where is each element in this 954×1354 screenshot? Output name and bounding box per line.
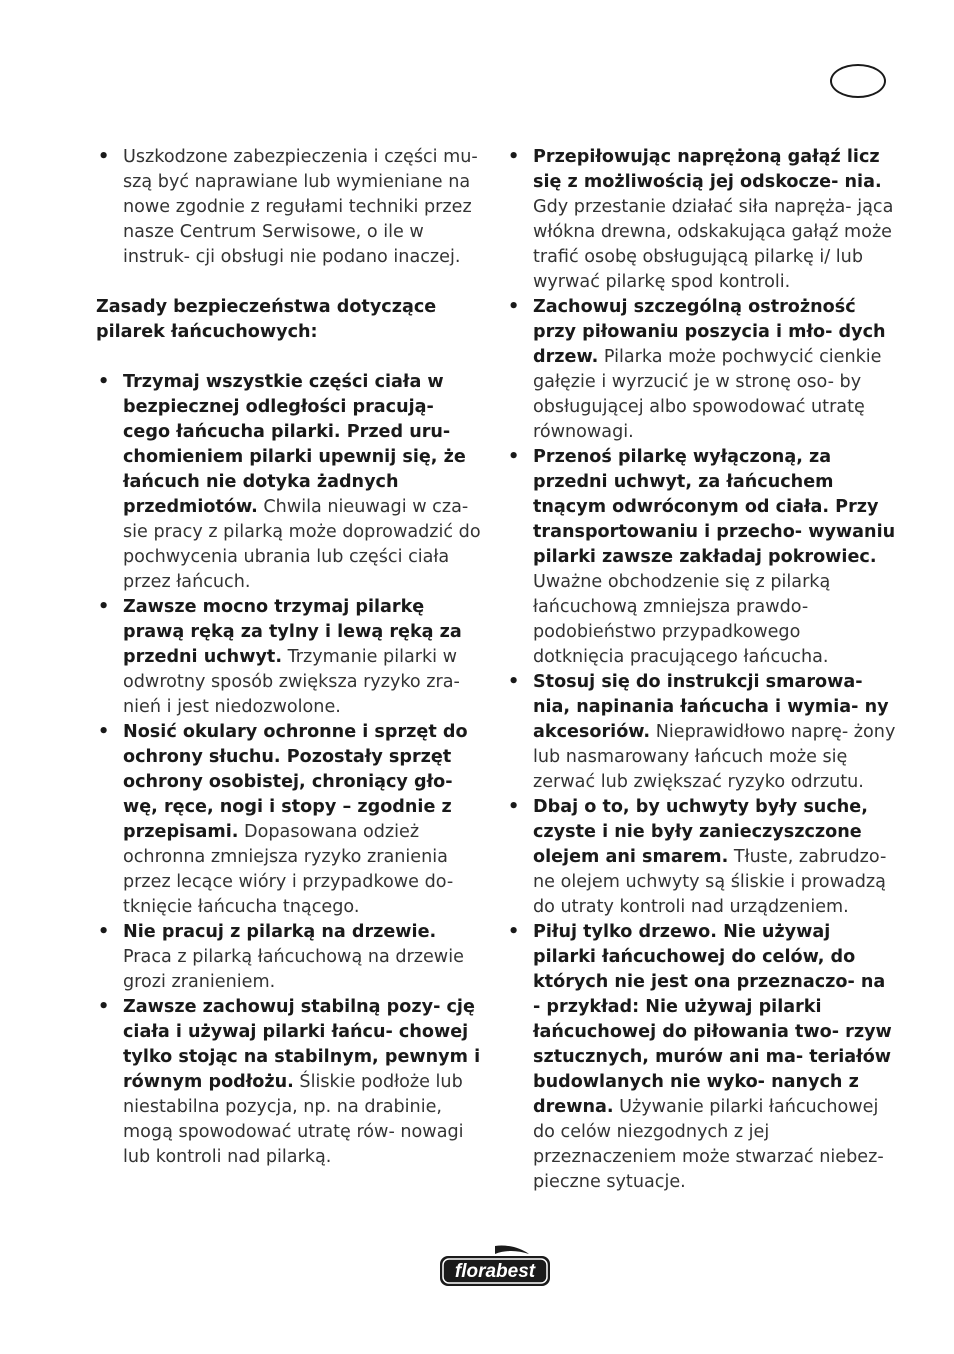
list-item: • Uszkodzone zabezpieczenia i części mu- szą być naprawiane lub wymieniane na nowe zgodnie z regułami techniki przez nasze Centrum Serwisowe, o ile w instruk- cji obsługi nie podano inaczej. [96,145,486,270]
list-item: • Stosuj się do instrukcji smarowa- nia, napinania łańcucha i wymia- ny akcesoriów. Nieprawidłowo naprę- żony lub nasmarowany łańcuch może się zerwać lub zwiększać ryzyko odrzutu. [506,670,896,795]
list-item: • Piłuj tylko drzewo. Nie używaj pilarki łańcuchowej do celów, do których nie jest ona przeznaczo- na - przykład: Nie używaj pilarki łańcuchowej do piłowania two- rzyw sztucznych, murów ani ma- teriałów budowlanych nie wyko- nanych z drewna. Używanie pilarki łańcuchowej do celów niezgodnych z jej przeznaczeniem może stwarzać niebez- pieczne sytuacje. [506,920,896,1195]
language-badge-oval [830,64,886,98]
list-item: • Trzymaj wszystkie części ciała w bezpiecznej odległości pracują- cego łańcucha pilarki. Przed uru- chomieniem pilarki upewnij się, że łańcuch nie dotyka żadnych przedmiotów. Chwila nieuwagi w cza- sie pracy z pilarką może doprowadzić do pochwycenia ubrania lub części ciała przez łańcuch. [96,370,486,595]
florabest-logo [437,1244,553,1290]
intro-list [96,145,486,270]
list-item: • Zawsze zachowuj stabilną pozy- cję ciała i używaj pilarki łańcu- chowej tylko stojąc na stabilnym, pewnym i równym podłożu. Śliskie podłoże lub niestabilna pozycja, np. na drabinie, mogą spowodować utratę rów- nowagi lub kontroli nad pilarką. [96,995,486,1170]
list-item: • Dbaj o to, by uchwyty były suche, czyste i nie były zanieczyszczone olejem ani smarem. Tłuste, zabrudzo- ne olejem uchwyty są śliskie i prowadzą do utraty kontroli nad urządzeniem. [506,795,896,920]
section-heading: Zasady bezpieczeństwa dotyczące pilarek łańcuchowych: [96,297,437,342]
safety-list-right [506,145,896,1195]
list-item: • Przenoś pilarkę wyłączoną, za przedni uchwyt, za łańcuchem tnącym odwróconym od ciała. Przy transportowaniu i przecho- wywaniu pilarki zawsze zakładaj pokrowiec. Uważne obchodzenie się z pilarką łańcuchową zmniejsza prawdo- podobieństwo przypadkowego dotknięcia pracującego łańcucha. [506,445,896,670]
safety-list-left [96,370,486,1170]
list-item: • Nie pracuj z pilarką na drzewie. Praca z pilarką łańcuchową na drzewie grozi zranieniem. [96,920,486,995]
list-item: • Zachowuj szczególną ostrożność przy piłowaniu poszycia i mło- dych drzew. Pilarka może pochwycić cienkie gałęzie i wyrzucić je w stronę oso- by obsługującej albo spowodować utratę równowagi. [506,295,896,445]
list-item: • Zawsze mocno trzymaj pilarkę prawą ręką za tylny i lewą ręką za przedni uchwyt. Trzymanie pilarki w odwrotny sposób zwiększa ryzyko zra- nień i jest niedozwolone. [96,595,486,720]
list-item: • Przepiłowując naprężoną gałąź licz się z możliwością jej odskocze- nia. Gdy przestanie działać siła napręża- jąca włókna drewna, odskakująca gałąź może trafić osobę obsługującą pilarkę i/ lub wyrwać pilarkę spod kontroli. [506,145,896,295]
right-column [506,145,896,1195]
florabest-logo-icon [437,1244,553,1290]
list-item: • Nosić okulary ochronne i sprzęt do ochrony słuchu. Pozostały sprzęt ochrony osobistej, chroniący gło- wę, ręce, nogi i stopy – zgodnie z przepisami. Dopasowana odzież ochronna zmniejsza ryzyko zranienia przez lecące wióry i przypadkowe do- tknięcie łańcucha tnącego. [96,720,486,920]
logo-text: florabest [454,1261,536,1282]
left-column [96,145,486,1170]
